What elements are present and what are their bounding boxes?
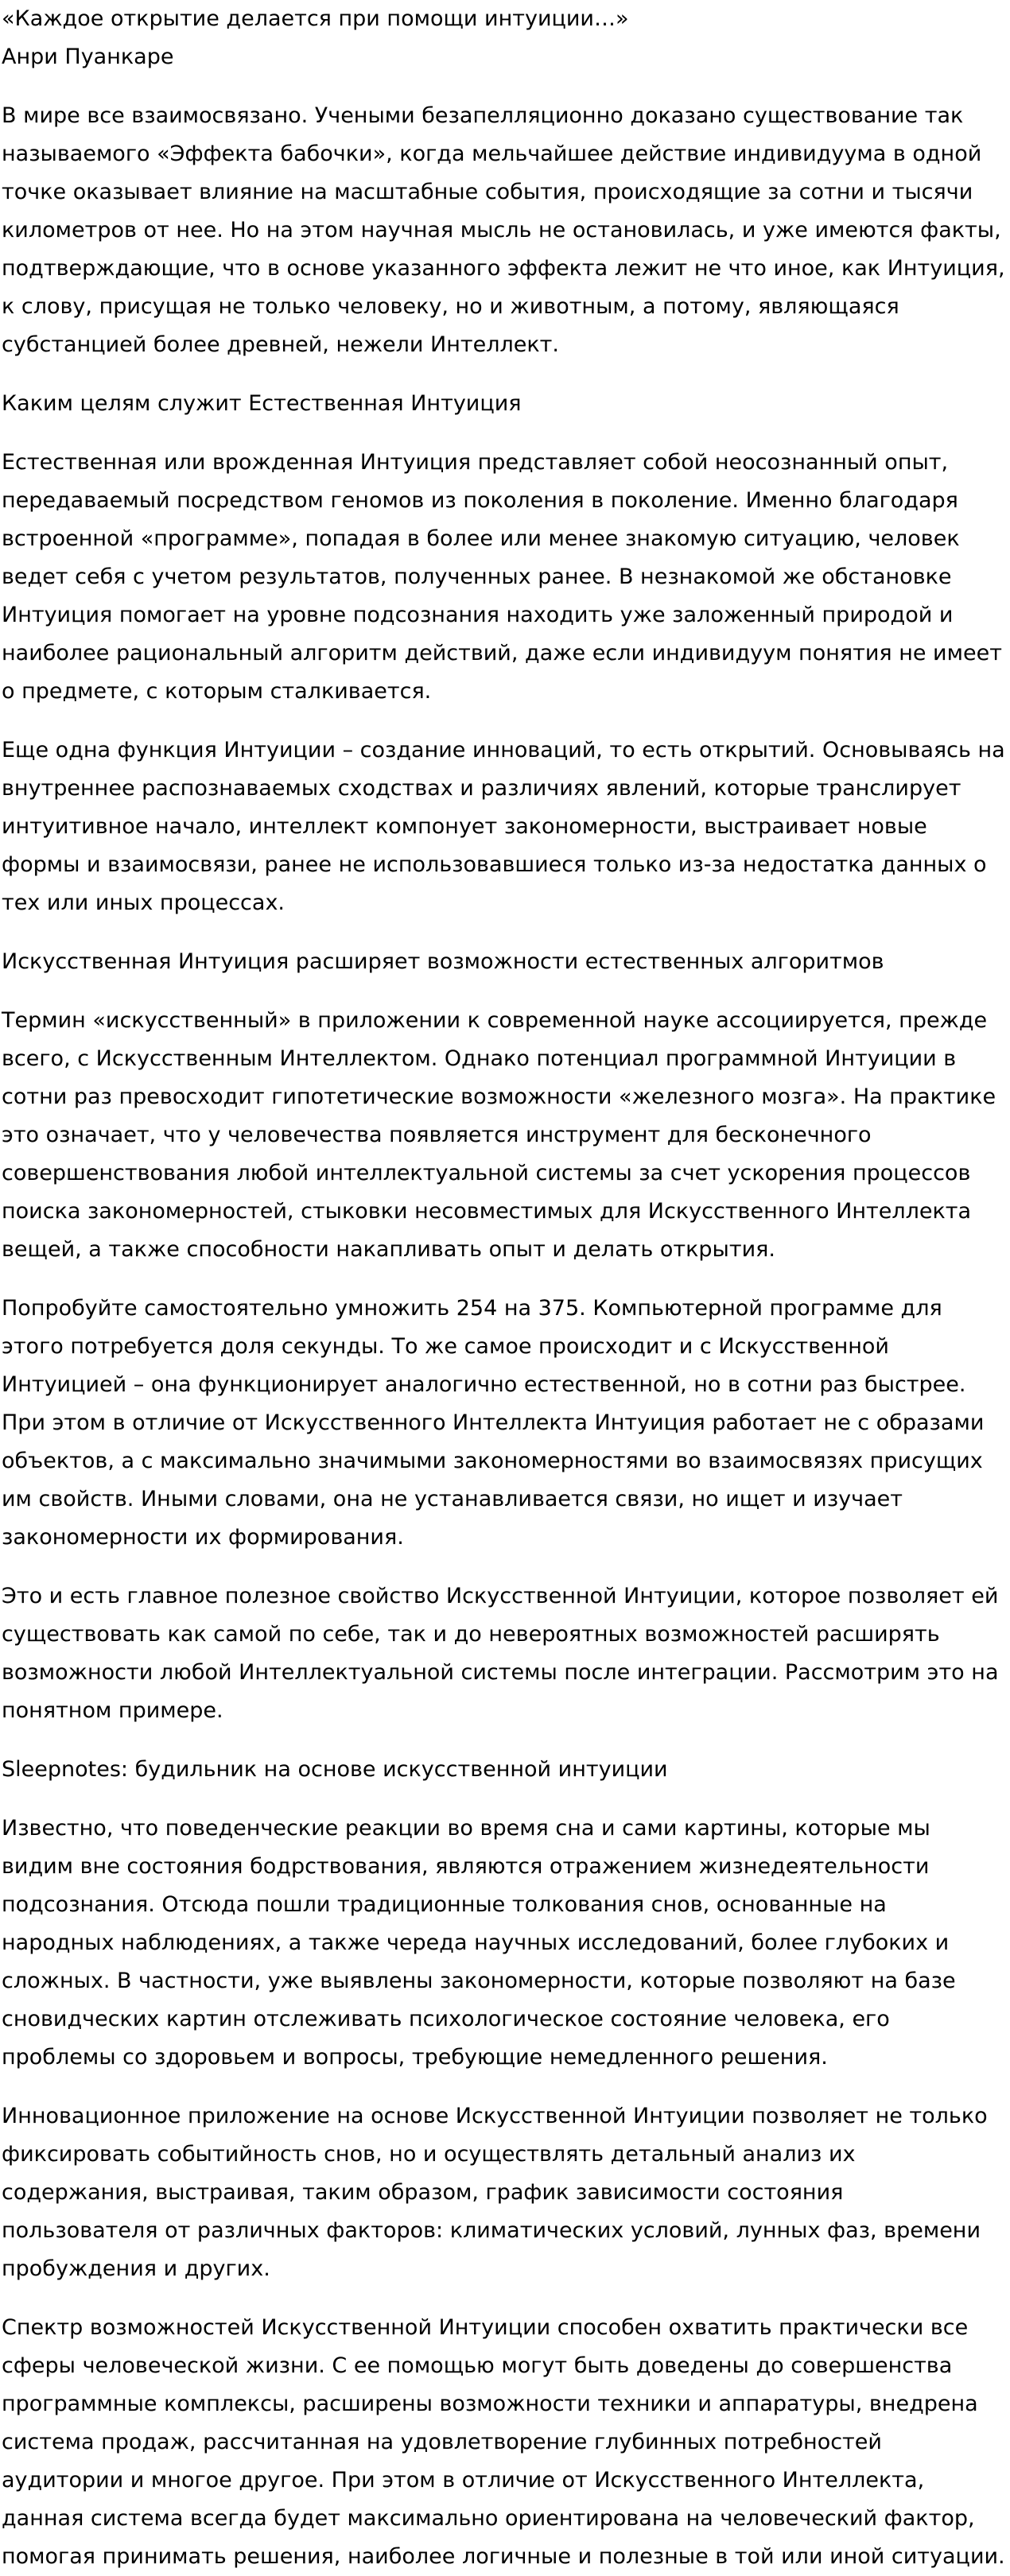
- epigraph-quote: «Каждое открытие делается при помощи интуиции…»: [2, 6, 629, 31]
- paragraph-sleep-reactions: Известно, что поведенческие реакции во время сна и сами картины, которые мы видим вне состояния бодрствования, являются отражением жизнедеятельности подсознания. Отсюда пошли традиционные толкования снов, основанные на народных наблюдениях, а также череда научных исследований, более глубоких и сложных. В частности, уже выявлены закономерности, которые позволяют на базе сновидческих картин отслеживать психологическое состояние человека, его проблемы со здоровьем и вопросы, требующие немедленного решения.: [2, 1816, 956, 2070]
- section-heading-natural-intuition: Каким целям служит Естественная Интуиция: [2, 391, 522, 416]
- paragraph-innovative-app: Инновационное приложение на основе Искусственной Интуиции позволяет не только фиксировать событийность снов, но и осуществлять детальный анализ их содержания, выстраивая, таким образом, график зависимости состояния пользователя от различных факторов: климатических условий, лунных фаз, времени пробуждения и других.: [2, 2104, 988, 2281]
- section-heading-sleepnotes: Sleepnotes: будильник на основе искусственной интуиции: [2, 1757, 668, 1782]
- paragraph-natural-intuition: Естественная или врожденная Интуиция представляет собой неосознанный опыт, передаваемый посредством геномов из поколения в поколение. Именно благодаря встроенной «программе», попадая в более или менее знакомую ситуацию, человек ведет себя с учетом результатов, полученных ранее. В незнакомой же обстановке Интуиция помогает на уровне подсознания находить уже заложенный природой и наиболее рациональный алгоритм действий, даже если индивидуум понятия не имеет о предмете, с которым сталкивается.: [2, 450, 1002, 704]
- paragraph-main-property: Это и есть главное полезное свойство Искусственной Интуиции, которое позволяет ей существовать как самой по себе, так и до невероятных возможностей расширять возможности любой Интеллектуальной системы после интеграции. Рассмотрим это на понятном примере.: [2, 1584, 999, 1723]
- paragraph-intro: В мире все взаимосвязано. Учеными безапелляционно доказано существование так называемого «Эффекта бабочки», когда мельчайшее действие индивидуума в одной точке оказывает влияние на масштабные события, происходящие за сотни и тысячи километров от нее. Но на этом научная мысль не остановилась, и уже имеются факты, подтверждающие, что в основе указанного эффекта лежит не что иное, как Интуиция, к слову, присущая не только человеку, но и животным, а потому, являющаяся субстанцией более древней, нежели Интеллект.: [2, 103, 1005, 357]
- paragraph-multiplication-example: Попробуйте самостоятельно умножить 254 на 375. Компьютерной программе для этого потребуется доля секунды. То же самое происходит и с Искусственной Интуицией – она функционирует аналогично естественной, но в сотни раз быстрее. При этом в отличие от Искусственного Интеллекта Интуиция работает не с образами объектов, а с максимально значимыми закономерностями во взаимосвязях присущих им свойств. Иными словами, она не устанавливается связи, но ищет и изучает закономерности их формирования.: [2, 1296, 985, 1550]
- epigraph-author: Анри Пуанкаре: [2, 45, 174, 69]
- paragraph-artificial-term: Термин «искусственный» в приложении к современной науке ассоциируется, прежде всего, с Искусственным Интеллектом. Однако потенциал программной Интуиции в сотни раз превосходит гипотетические возможности «железного мозга». На практике это означает, что у человечества появляется инструмент для бесконечного совершенствования любой интеллектуальной системы за счет ускорения процессов поиска закономерностей, стыковки несовместимых для Искусственного Интеллекта вещей, а также способности накапливать опыт и делать открытия.: [2, 1008, 996, 1262]
- paragraph-innovation-function: Еще одна функция Интуиции – создание инноваций, то есть открытий. Основываясь на внутреннее распознаваемых сходствах и различиях явлений, которые транслирует интуитивное начало, интеллект компонует закономерности, выстраивает новые формы и взаимосвязи, ранее не использовавшиеся только из-за недостатка данных о тех или иных процессах.: [2, 738, 1005, 915]
- section-heading-artificial-intuition: Искусственная Интуиция расширяет возможности естественных алгоритмов: [2, 949, 884, 974]
- paragraph-spectrum: Спектр возможностей Искусственной Интуиции способен охватить практически все сферы человеческой жизни. С ее помощью могут быть доведены до совершенства программные комплексы, расширены возможности техники и аппаратуры, внедрена система продаж, рассчитанная на удовлетворение глубинных потребностей аудитории и многое другое. При этом в отличие от Искусственного Интеллекта, данная система всегда будет максимально ориентирована на человеческий фактор, помогая принимать решения, наиболее логичные и полезные в той или иной ситуации.: [2, 2315, 1005, 2569]
